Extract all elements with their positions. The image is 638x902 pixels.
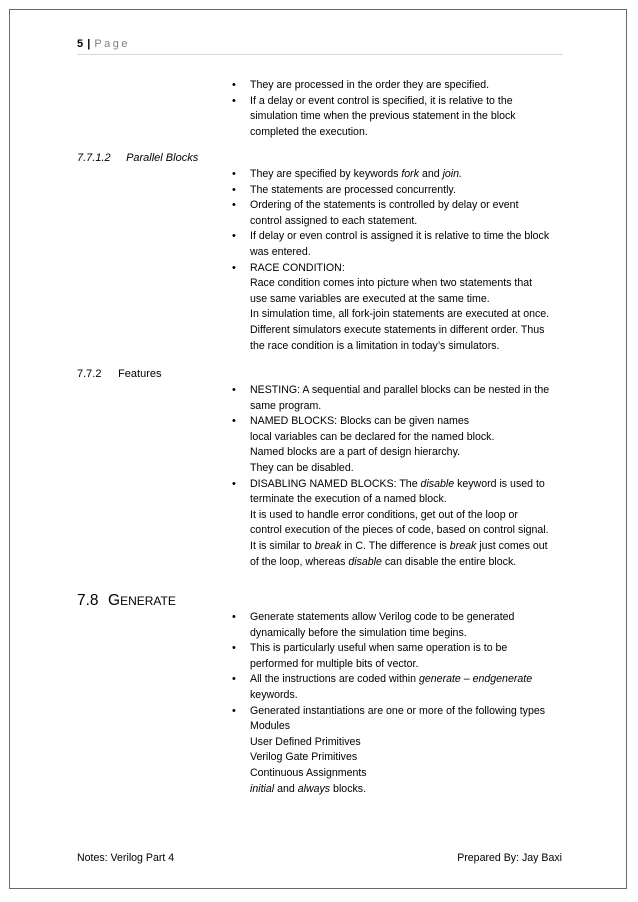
- bullet-line: • All the instructions are coded within generate – endgenerate: [250, 673, 533, 686]
- bullet-line: terminate the execution of a named block.: [250, 493, 447, 506]
- bullet-line: was entered.: [250, 245, 311, 258]
- bullet-item: [232, 261, 567, 355]
- bullet-line: use same variables are executed at the same time.: [250, 292, 490, 305]
- bullet-item: [232, 704, 567, 798]
- bullet-line: • Ordering of the statements is controlled by delay or event: [250, 199, 519, 212]
- bullet-line: Modules: [250, 720, 291, 733]
- page-word: Page: [94, 38, 131, 50]
- heading-generate: [77, 592, 176, 610]
- header-rule: [77, 54, 563, 55]
- bullet-line: • If a delay or event control is specified, it is relative to the: [250, 94, 513, 107]
- heading-number: 7.7.1.2: [77, 152, 111, 164]
- bullet-item: [232, 672, 567, 703]
- bullet-line: dynamically before the simulation time begins.: [250, 626, 467, 639]
- bullet-line: control execution of the pieces of code, based on control signal.: [250, 524, 549, 537]
- footer-left: Notes: Verilog Part 4: [77, 852, 175, 864]
- bullet-line: • Generated instantiations are one or more of the following types: [250, 704, 546, 717]
- bullet-item: [232, 94, 567, 141]
- heading-title: Features: [118, 368, 162, 380]
- bullet-item: [232, 383, 567, 414]
- bullet-line: performed for multiple bits of vector.: [250, 657, 419, 670]
- bullet-item: [232, 610, 567, 641]
- heading-title: Parallel Blocks: [126, 152, 199, 164]
- bullet-line: It is similar to break in C. The difference is break just comes out: [250, 539, 548, 552]
- bullet-item: [232, 167, 567, 183]
- bullet-list-process: [232, 78, 567, 140]
- bullet-line: • RACE CONDITION:: [250, 261, 345, 274]
- bullet-line: They can be disabled.: [250, 461, 354, 474]
- header-separator: |: [87, 38, 91, 50]
- bullet-line: User Defined Primitives: [250, 735, 361, 748]
- bullet-item: [232, 229, 567, 260]
- bullet-line: • If delay or even control is assigned it is relative to time the block: [250, 230, 550, 243]
- heading-title-rest: ENERATE: [120, 594, 176, 608]
- bullet-line: • NESTING: A sequential and parallel blocks can be nested in the: [250, 384, 550, 396]
- bullet-line: Continuous Assignments: [250, 766, 367, 779]
- heading-title-initial: G: [108, 592, 121, 609]
- bullet-line: Verilog Gate Primitives: [250, 751, 358, 764]
- bullet-line: the race condition is a limitation in today’s simulators.: [250, 339, 500, 352]
- bullet-line: • This is particularly useful when same operation is to be: [250, 642, 508, 655]
- bullet-line: • They are processed in the order they are specified.: [250, 79, 490, 91]
- bullet-line: • They are specified by keywords fork and join.: [250, 168, 462, 180]
- bullet-line: local variables can be declared for the named block.: [250, 430, 495, 443]
- bullet-line: same program.: [250, 399, 322, 412]
- bullet-line: control assigned to each statement.: [250, 214, 418, 227]
- bullet-item: [232, 78, 567, 94]
- footer-right: Prepared By: Jay Baxi: [457, 852, 562, 864]
- bullet-line: simulation time when the previous statement in the block: [250, 110, 516, 123]
- bullet-list-generate: [232, 610, 567, 797]
- bullet-line: completed the execution.: [250, 125, 368, 138]
- bullet-item: [232, 198, 567, 229]
- bullet-line: • NAMED BLOCKS: Blocks can be given names: [250, 415, 470, 428]
- heading-parallel-blocks: [77, 152, 198, 164]
- bullet-line: • Generate statements allow Verilog code to be generated: [250, 611, 515, 623]
- bullet-line: In simulation time, all fork-join statements are executed at once.: [250, 308, 550, 321]
- bullet-line: keywords.: [250, 688, 298, 701]
- bullet-line: Race condition comes into picture when two statements that: [250, 277, 533, 290]
- bullet-line: Different simulators execute statements in different order. Thus: [250, 323, 545, 336]
- bullet-line: initial and always blocks.: [250, 782, 367, 795]
- bullet-line: It is used to handle error conditions, get out of the loop or: [250, 508, 518, 521]
- bullet-line: • DISABLING NAMED BLOCKS: The disable keyword is used to: [250, 477, 545, 490]
- page-header: [77, 38, 130, 50]
- bullet-list-features: [232, 383, 567, 570]
- page-number: 5: [77, 38, 84, 50]
- bullet-item: [232, 477, 567, 571]
- bullet-line: Named blocks are a part of design hierarchy.: [250, 446, 461, 459]
- heading-number: 7.7.2: [77, 368, 102, 380]
- bullet-item: [232, 414, 567, 476]
- bullet-line: • The statements are processed concurrently.: [250, 183, 456, 196]
- bullet-line: of the loop, whereas disable can disable the entire block.: [250, 555, 517, 568]
- bullet-list-parallel: [232, 167, 567, 354]
- bullet-item: [232, 183, 567, 199]
- heading-features: [77, 368, 161, 380]
- bullet-item: [232, 641, 567, 672]
- heading-number: 7.8: [77, 592, 99, 609]
